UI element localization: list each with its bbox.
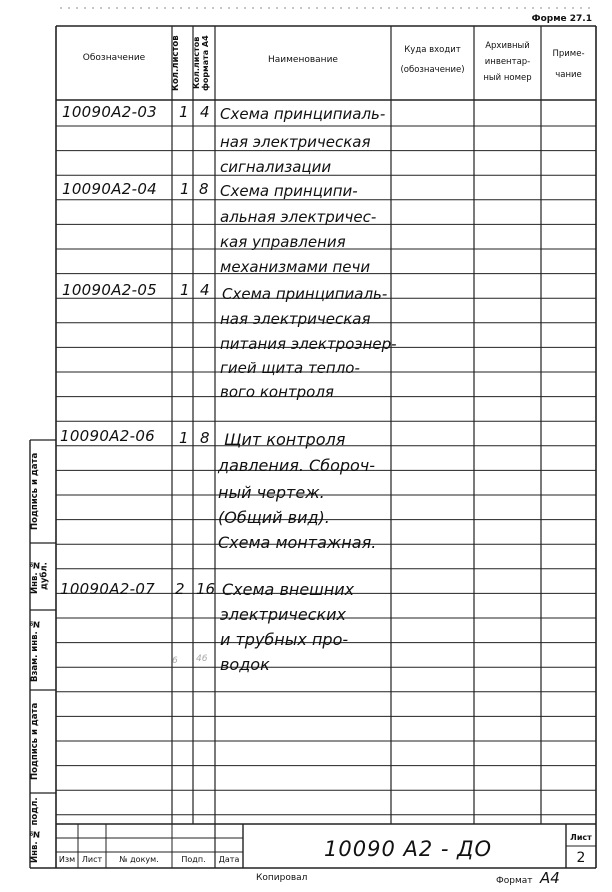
row-name-line: водок — [220, 655, 270, 674]
row-sheets: 2 — [175, 580, 185, 598]
footer-format-label: Формат — [496, 876, 533, 886]
header-destination-line1: Куда входит — [404, 45, 461, 55]
stamp-col-date: Дата — [218, 855, 240, 864]
header-destination — [391, 40, 474, 81]
form-label: Форме 27.1 — [531, 14, 592, 24]
header-designation: Обозначение — [82, 53, 146, 63]
row-name-line: сигнализации — [220, 158, 332, 176]
row-format: 4 — [200, 103, 210, 121]
row-name-line: Щит контроля — [224, 430, 346, 449]
footer-copied: Копировал — [256, 873, 308, 883]
row-format: 8 — [199, 180, 209, 198]
stamp-col-signature: Подп. — [181, 855, 206, 864]
row-name-line: (Общий вид). — [218, 508, 330, 527]
row-name-line: ный чертеж. — [218, 483, 325, 502]
row-name-line: Схема принципиаль- — [222, 285, 388, 303]
row-name-line: Схема принципиаль- — [220, 105, 386, 123]
side-label-signature-date-2: Подпись и дата — [30, 702, 40, 781]
faint-mark: 6 — [172, 656, 178, 666]
row-code: 10090А2-04 — [62, 180, 158, 198]
row-name-line: Схема принципи- — [220, 182, 358, 200]
stamp-col-doc-number: № докум. — [119, 855, 159, 864]
header-archive-line3: ный номер — [483, 73, 532, 84]
row-name-line: гией щита тепло- — [220, 359, 360, 377]
row-code: 10090А2-06 — [60, 427, 156, 445]
stamp-doc-code: 10090 А2 - ДО — [324, 837, 493, 861]
header-format-sheets: Кол.листов формата А4 — [192, 35, 210, 91]
row-code: 10090А2-05 — [62, 281, 158, 299]
row-sheets: 1 — [180, 281, 190, 299]
header-archive — [474, 38, 541, 86]
row-sheets: 1 — [180, 180, 190, 198]
row-sheets: 1 — [179, 103, 189, 121]
header-destination-line2: (обозначение) — [400, 65, 465, 76]
row-name-line: Схема внешних — [222, 580, 355, 599]
row-name-line: кая управления — [220, 233, 346, 251]
row-name-line: ная электрическая — [220, 133, 371, 151]
row-name-line: питания электроэнер- — [220, 335, 397, 353]
header-name: Наименование — [268, 55, 338, 65]
header-note-line2: чание — [555, 70, 582, 81]
row-name-line: давления. Сбороч- — [218, 456, 376, 475]
side-label-duplicate-inv: Инв. № дубл. — [30, 559, 50, 594]
footer-format-value: А4 — [540, 869, 560, 887]
stamp-sheet-label: Лист — [570, 833, 592, 842]
header-sheets: Кол.листов — [171, 35, 181, 91]
row-code: 10090А2-07 — [60, 580, 156, 598]
side-label-replacement-inv: Взам. инв. № — [30, 618, 40, 682]
row-sheets: 1 — [179, 429, 189, 447]
header-note — [541, 44, 596, 87]
stamp-sheet-number: 2 — [576, 850, 586, 866]
stamp-col-change: Изм — [58, 855, 76, 864]
row-name-line: Схема монтажная. — [218, 533, 377, 552]
stamp-col-sheet: Лист — [81, 855, 103, 864]
row-name-line: вого контроля — [220, 383, 334, 401]
header-archive-line2: инвентар- — [484, 57, 531, 68]
row-code: 10090А2-03 — [62, 103, 158, 121]
row-format: 4 — [200, 281, 210, 299]
side-label-original-inv: Инв. № подл. — [30, 797, 40, 864]
side-label-signature-date: Подпись и дата — [30, 452, 40, 531]
header-note-line1: Приме- — [552, 49, 585, 59]
faint-mark: 46 — [196, 654, 208, 664]
row-name-line: механизмами печи — [220, 258, 371, 276]
row-name-line: и трубных про- — [220, 630, 349, 649]
header-archive-line1: Архивный — [485, 41, 530, 51]
row-format: 8 — [200, 429, 210, 447]
row-format: 16 — [196, 580, 216, 598]
row-name-line: электрических — [220, 605, 347, 624]
row-name-line: альная электричес- — [220, 208, 377, 226]
row-name-line: ная электрическая — [220, 310, 371, 328]
